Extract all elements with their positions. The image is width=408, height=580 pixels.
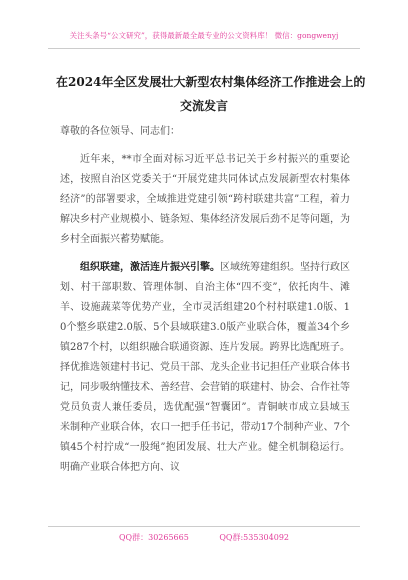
footer-divider [48,526,360,527]
document-body [60,122,350,486]
footer-qq-group-2: QQ群:535304092 [219,533,289,542]
header-promo-note: 关注头条号“公文研究”，获得最新最全最专业的公文资料库！ 微信：gongwenyj [69,31,339,40]
footer-qq-group-1: QQ群：30265665 [118,533,189,542]
paragraph-heading: 组织联建，激活连片振兴引擎。 [80,262,220,273]
paragraph-intro: 近年来，**市全面对标习近平总书记关于乡村振兴的重要论述，按照自治区党委关于“开展党建共同体试点发展新型农村集体经济”的部署要求，全域推进党建引领“跨村联建共富”工程，着力解决乡村产业规模小、链条短、集体经济发展后劲不足等问题，为乡村全面振兴蓄势赋能。 [60,154,350,245]
salutation: 尊敬的各位领导、同志们： [60,126,180,137]
title-line-2: 交流发言 [179,99,228,113]
paragraph-organization [60,258,350,478]
title-line-1: 在2024年全区发展壮大新型农村集体经济工作推进会上的 [56,75,366,89]
header-divider [48,48,360,49]
page-title [56,70,366,118]
paragraph-text: 区域统筹建组织。坚持行政区划、村干部职数、管理体制、自治主体“四不变”，依托肉牛、滩羊、设施蔬菜等优势产业，全市灵活组建20个村村联建1.0版、10个整乡联建2.0版、5个县域联建3.0版产业联合体，覆盖34个乡镇287个村，以组织融合联通资源、连片发展。跨界比选配班子。择优推选领建村书记、党员干部、龙头企业书记担任产业联合体书记，同步吸纳懂技术、善经营、会营销的联建村、协会、合作社等党员负责人兼任委员，选优配强“智囊团”。青铜峡市成立县域玉米制种产业联合体，农口一把手任书记，带动17个制种产业、7个镇45个村拧成“一股绳”抱团发展、壮大产业。健全机制稳运行。明确产业联合体把方向、议 [60,262,350,473]
footer [0,532,408,543]
